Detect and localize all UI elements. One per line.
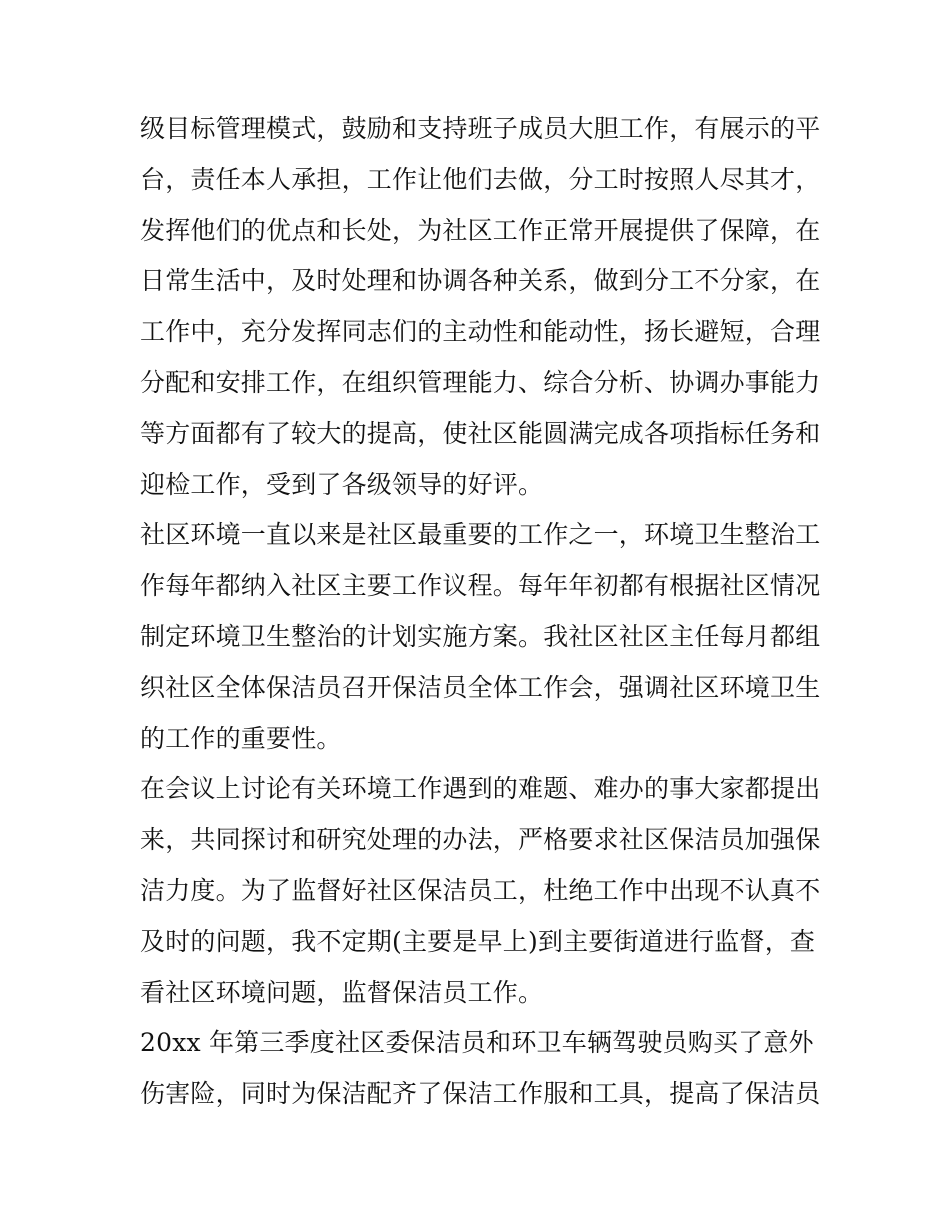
text-line: 在会议上讨论有关环境工作遇到的难题、难办的事大家都提出 bbox=[140, 774, 820, 804]
text-line: 作每年都纳入社区主要工作议程。每年年初都有根据社区情况 bbox=[140, 571, 820, 601]
text-line: 等方面都有了较大的提高，使社区能圆满完成各项指标任务和 bbox=[140, 418, 820, 448]
text-line: 伤害险，同时为保洁配齐了保洁工作服和工具，提高了保洁员 bbox=[140, 1079, 820, 1109]
text-line: 20xx 年第三季度社区委保洁员和环卫车辆驾驶员购买了意外 bbox=[140, 1028, 814, 1058]
text-line: 的工作的重要性。 bbox=[140, 723, 342, 753]
text-line: 来，共同探讨和研究处理的办法，严格要求社区保洁员加强保 bbox=[140, 825, 820, 855]
text-line: 工作中，充分发挥同志们的主动性和能动性，扬长避短，合理 bbox=[140, 317, 820, 347]
text-line: 分配和安排工作，在组织管理能力、综合分析、协调办事能力 bbox=[140, 367, 820, 397]
text-line: 社区环境一直以来是社区最重要的工作之一，环境卫生整治工 bbox=[140, 520, 820, 550]
text-line: 台，责任本人承担，工作让他们去做，分工时按照人尽其才， bbox=[140, 164, 820, 194]
text-line: 织社区全体保洁员召开保洁员全体工作会，强调社区环境卫生 bbox=[140, 672, 820, 702]
text-line: 级目标管理模式，鼓励和支持班子成员大胆工作，有展示的平 bbox=[140, 114, 820, 143]
text-line: 发挥他们的优点和长处，为社区工作正常开展提供了保障，在 bbox=[140, 215, 820, 245]
text-line: 洁力度。为了监督好社区保洁员工，杜绝工作中出现不认真不 bbox=[140, 875, 820, 905]
text-line: 迎检工作，受到了各级领导的好评。 bbox=[140, 469, 544, 499]
text-line: 日常生活中，及时处理和协调各种关系，做到分工不分家，在 bbox=[140, 266, 820, 296]
text-line: 看社区环境问题，监督保洁员工作。 bbox=[140, 977, 544, 1007]
body-text bbox=[140, 104, 820, 1120]
text-line: 制定环境卫生整治的计划实施方案。我社区社区主任每月都组 bbox=[140, 621, 820, 651]
text-line: 及时的问题，我不定期(主要是早上)到主要街道进行监督，查 bbox=[140, 926, 816, 956]
